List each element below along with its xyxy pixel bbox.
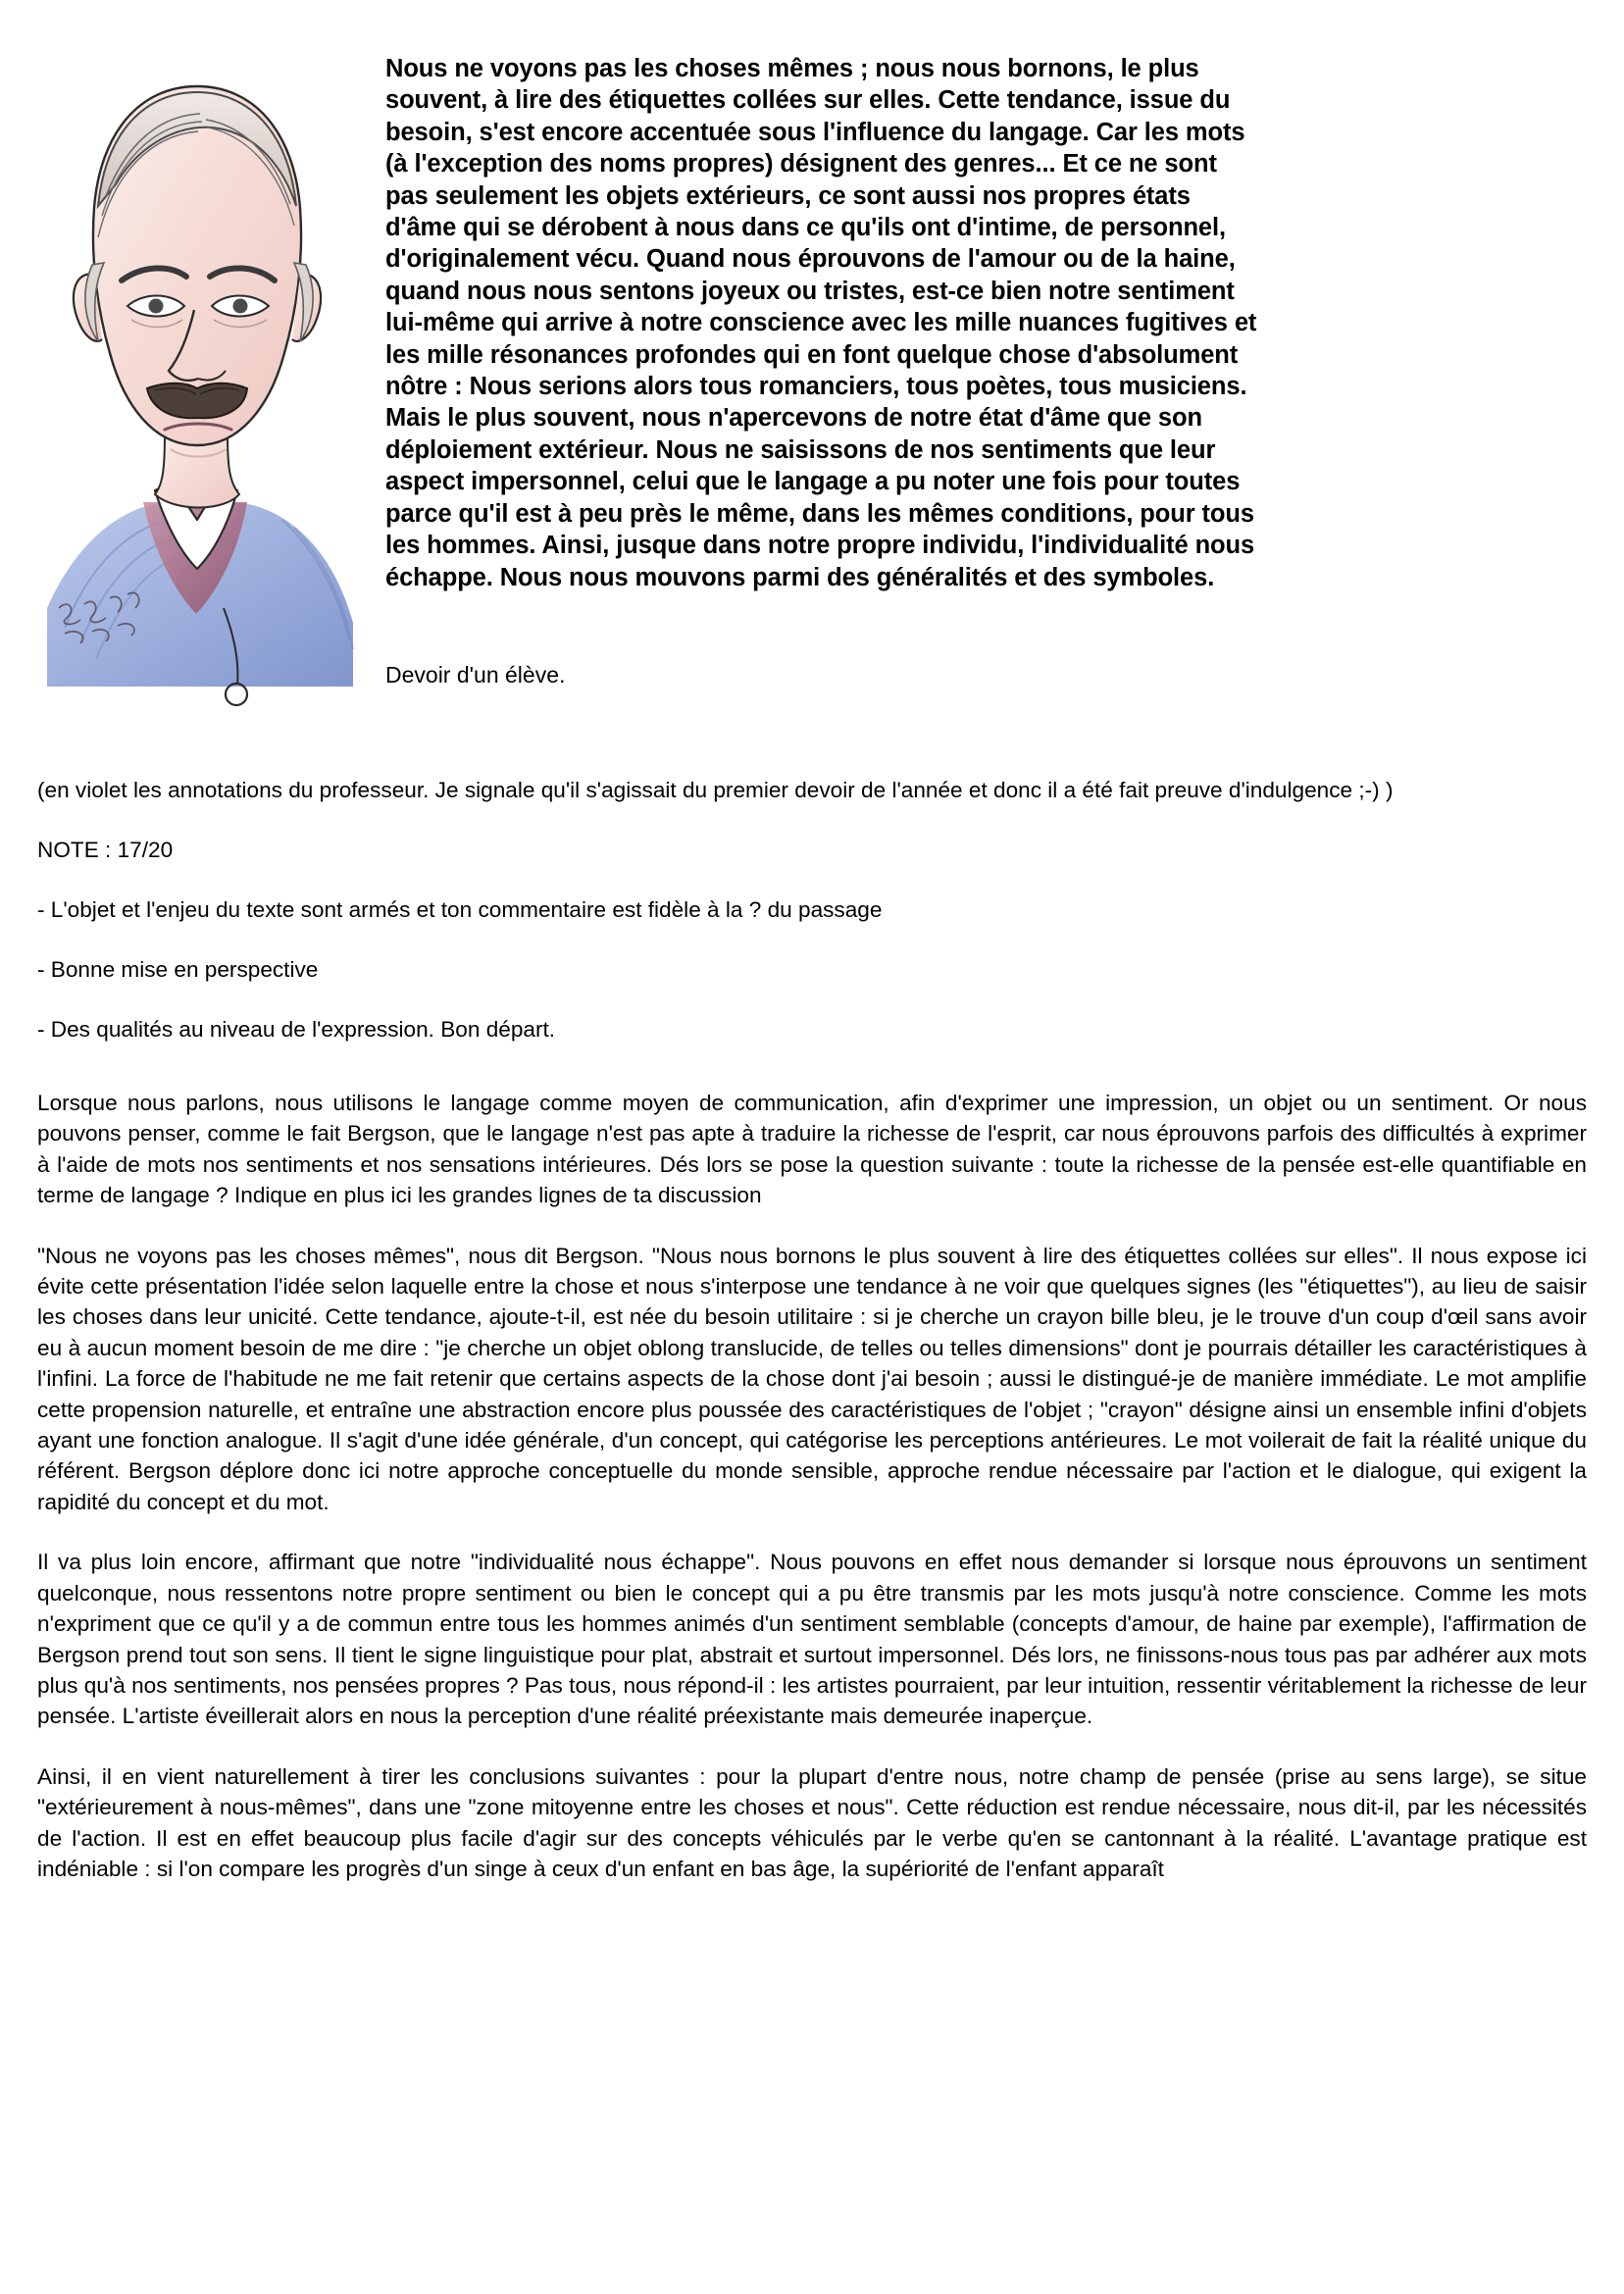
quote-line-13: déploiement extérieur. Nous ne saisissons de nos sentiments que leur <box>385 435 1216 464</box>
quote-line-1: Nous ne voyons pas les choses mêmes ; nous nous bornons, le plus <box>385 55 1199 82</box>
quote-line-9: lui-même qui arrive à notre conscience avec les mille nuances fugitives et <box>385 309 1257 337</box>
quote-line-3: besoin, s'est encore accentuée sous l'influence du langage. Car les mots <box>385 118 1245 146</box>
quote-attribution: Devoir d'un élève. <box>385 661 566 688</box>
quote-line-11: nôtre : Nous serions alors tous romanciers, tous poètes, tous musiciens. <box>385 373 1247 401</box>
teacher-note-bullet-3: - Des qualités au niveau de l'expression. Bon départ. <box>37 1017 556 1042</box>
quote-line-2: souvent, à lire des étiquettes collées sur elles. Cette tendance, issue du <box>385 86 1231 115</box>
teacher-note-bullet-1: - L'objet et l'enjeu du texte sont armés et ton commentaire est fidèle à la ? du passage <box>37 897 883 922</box>
portrait-figure <box>37 59 376 745</box>
grade-label: NOTE : 17/20 <box>37 838 174 862</box>
quote-line-12: Mais le plus souvent, nous n'apercevons de notre état d'âme que son <box>385 404 1202 433</box>
quote-line-15: parce qu'il est à peu près le même, dans les mêmes conditions, pour tous <box>385 499 1254 528</box>
bergson-portrait-svg <box>37 59 361 745</box>
teacher-note-preamble: (en violet les annotations du professeur. Je signale qu'il s'agissait du premier devoir de l'année et donc il a été fait preuve d'indulgence ;-) ) <box>37 778 1394 802</box>
quote-line-10: les mille résonances profondes qui en font quelque chose d'absolument <box>385 340 1239 369</box>
teacher-note-bullet-2: - Bonne mise en perspective <box>37 957 319 982</box>
teacher-notes-section <box>0 775 1624 1045</box>
quote-line-17: échappe. Nous nous mouvons parmi des généralités et des symboles. <box>385 563 1215 591</box>
bergson-quotation <box>385 53 1587 593</box>
quote-line-8: quand nous nous sentons joyeux ou tristes, est-ce bien notre sentiment <box>385 277 1235 305</box>
quote-line-4: (à l'exception des noms propres) désignent des genres... Et ce ne sont <box>385 150 1217 178</box>
quote-line-7: d'originalement vécu. Quand nous éprouvons de l'amour ou de la haine, <box>385 245 1236 274</box>
essay-paragraph-1: Lorsque nous parlons, nous utilisons le langage comme moyen de communication, afin d'exprimer une impression, un objet ou un sentiment. Or nous pouvons penser, comme le fait Bergson, que le langage n'est pas apte à traduire la richesse de l'esprit, car nous éprouvons parfois des difficultés à exprimer à l'aide de mots nos sentiments et nos sensations intérieures. Dés lors se pose la question suivante : toute la richesse de la pensée est-elle quantifiable en terme de langage ? Indique en plus ici les grandes lignes de ta discussion <box>37 1091 1587 1208</box>
essay-body <box>0 1088 1624 1884</box>
essay-paragraph-3: Il va plus loin encore, affirmant que notre "individualité nous échappe". Nous pouvons en effet nous demander si lorsque nous éprouvons un sentiment quelconque, nous ressentons notre propre sentiment ou bien le concept qui a pu être transmis par les mots jusqu'à notre conscience. Comme les mots n'expriment que ce qu'il y a de commun entre tous les hommes animés d'un sentiment semblable (concepts d'amour, de haine par exemple), l'affirmation de Bergson prend tout son sens. Il tient le signe linguistique pour plat, abstrait et surtout impersonnel. Dés lors, ne finissons-nous tous pas par adhérer aux mots plus qu'à nos sentiments, nos pensées propres ? Pas tous, nous répond-il : les artistes pourraient, par leur intuition, ressentir véritablement la richesse de leur pensée. L'artiste éveillerait alors en nous la perception d'une réalité préexistante mais demeurée inaperçue. <box>37 1550 1587 1729</box>
essay-paragraph-2: "Nous ne voyons pas les choses mêmes", nous dit Bergson. "Nous nous bornons le plus souvent à lire des étiquettes collées sur elles". Il nous expose ici évite cette présentation l'idée selon laquelle entre la chose et nous s'interpose une tendance à ne voir que quelques signes (les "étiquettes"), au lieu de saisir les choses dans leur unicité. Cette tendance, ajoute-t-il, est née du besoin utilitaire : si je cherche un crayon bille bleu, je le trouve d'un coup d'œil sans avoir eu à aucun moment besoin de me dire : "je cherche un objet oblong translucide, de telles ou telles dimensions" dont je pourrais détailler les caractéristiques à l'infini. La force de l'habitude ne me fait retenir que certains aspects de la chose dont j'ai besoin ; aussi le distingué-je de manière immédiate. Le mot amplifie cette propension naturelle, et entraîne une abstraction encore plus poussée des caractéristiques de l'objet ; "crayon" désigne ainsi un ensemble infini d'objets ayant une fonction analogue. Il s'agit d'une idée générale, d'un concept, qui catégorise les perceptions antérieures. Le mot voilerait de fait la réalité unique du référent. Bergson déplore donc ici notre approche conceptuelle du monde sensible, approche rendue nécessaire par l'action et le dialogue, qui exigent la rapidité du concept et du mot. <box>37 1243 1587 1514</box>
quote-line-5: pas seulement les objets extérieurs, ce sont aussi nos propres états <box>385 181 1191 210</box>
essay-paragraph-4: Ainsi, il en vient naturellement à tirer les conclusions suivantes : pour la plupart d'entre nous, notre champ de pensée (prise au sens large), se situe "extérieurement à nous-mêmes", dans une "zone mitoyenne entre les choses et nous". Cette réduction est rendue nécessaire, nous dit-il, par les nécessités de l'action. Il est en effet beaucoup plus facile d'agir sur des concepts véhiculés par le verbe qu'en se cantonnant à la réalité. L'avantage pratique est indéniable : si l'on compare les progrès d'un singe à ceux d'un enfant en bas âge, la supériorité de l'enfant apparaît <box>37 1763 1587 1881</box>
quote-line-16: les hommes. Ainsi, jusque dans notre propre individu, l'individualité nous <box>385 532 1255 560</box>
quote-line-14: aspect impersonnel, celui que le langage a pu noter une fois pour toutes <box>385 468 1241 496</box>
quote-section <box>0 0 1624 745</box>
quote-line-6: d'âme qui se dérobent à nous dans ce qu'ils ont d'intime, de personnel, <box>385 214 1226 242</box>
portrait-illustration <box>37 59 361 745</box>
